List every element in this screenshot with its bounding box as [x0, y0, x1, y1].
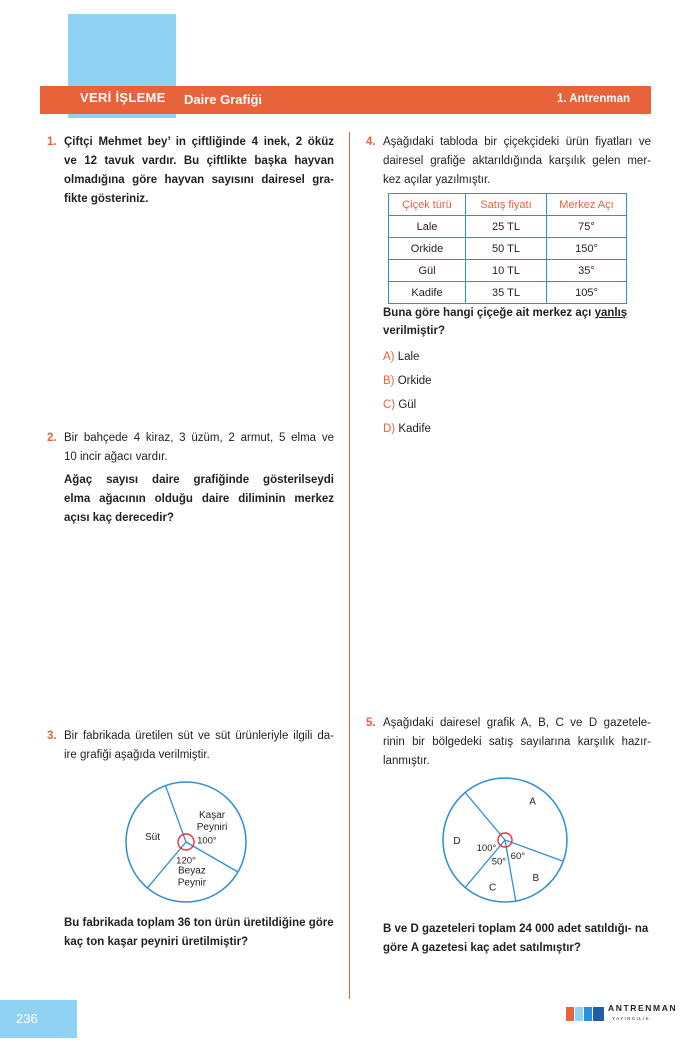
question-number: 4.	[366, 136, 376, 148]
table-header-cell: Satış fiyatı	[466, 194, 547, 216]
option-letter: D)	[383, 423, 396, 435]
option-a[interactable]	[383, 351, 419, 363]
question-text-line: Bir bahçede 4 kiraz, 3 üzüm, 2 armut, 5 elma ve	[64, 432, 334, 444]
question-ask-line: Ağaç sayısı daire grafiğinde gösterilseydi	[64, 474, 334, 486]
center-angle-label: 60°	[510, 850, 526, 862]
question-text-line: ve 12 tavuk vardır. Bu çiftlikte başka hayvan	[64, 155, 334, 167]
header-lesson-label: 1. Antrenman	[556, 93, 630, 105]
option-letter: B)	[383, 375, 395, 387]
question-text-line: kez açılar yazılmıştır.	[383, 174, 491, 186]
table-cell: 10 TL	[466, 260, 547, 282]
table-cell: Orkide	[389, 238, 466, 260]
table-row	[389, 282, 627, 304]
option-letter: A)	[383, 351, 395, 363]
question-text-line: olmadığına göre hayvan sayısını dairesel gra-	[64, 174, 334, 186]
question-text-line: lanmıştır.	[383, 755, 430, 767]
question-number: 2.	[47, 432, 57, 444]
table-cell: 75°	[547, 216, 627, 238]
option-d[interactable]	[383, 423, 431, 435]
column-divider	[349, 132, 350, 999]
price-table	[388, 193, 627, 304]
q4-ask	[383, 304, 651, 340]
pie-slice-label: C	[488, 882, 497, 894]
table-cell: 35°	[547, 260, 627, 282]
question-ask-text: verilmiştir?	[383, 325, 445, 337]
question-ask-text: Buna göre hangi çiçeğe ait merkez açı	[383, 307, 595, 319]
pie-slice-boundary	[165, 786, 186, 842]
question-ask-line: B ve D gazeteleri toplam 24 000 adet satıldığı-	[383, 923, 632, 935]
table-cell: 50 TL	[466, 238, 547, 260]
q3-pie-chart	[120, 780, 252, 904]
pie-slice-label: Kaşar Peyniri	[196, 810, 228, 834]
question-5	[366, 714, 651, 771]
question-text-line: Aşağıdaki tabloda bir çiçekçideki ürün fiyatları ve	[383, 136, 651, 148]
option-b[interactable]	[383, 375, 432, 387]
center-angle-label: 50°	[491, 856, 507, 868]
table-header-cell: Çiçek türü	[389, 194, 466, 216]
pie-slice-label: B	[532, 872, 540, 884]
question-text-line: dairesel grafiğe aktarıldığında karşılık gelen mer-	[383, 155, 651, 167]
pie-slice-label: Süt	[145, 832, 161, 844]
question-ask-line: göre kaç ton kaşar peyniri üretilmiştir?	[64, 917, 334, 948]
question-3	[47, 727, 334, 765]
page-number-tab	[0, 1000, 77, 1038]
question-text-line: Aşağıdaki dairesel grafik A, B, C ve D gazetele-	[383, 717, 651, 729]
question-ask-line: Bu fabrikada toplam 36 ton ürün üretildiğine	[64, 917, 306, 929]
option-text: Lale	[397, 351, 420, 363]
center-angle-label: 120°	[176, 855, 196, 867]
logo-block	[593, 1007, 604, 1021]
question-text-line: ire grafiği aşağıda verilmiştir.	[64, 749, 210, 761]
table-row	[389, 260, 627, 282]
table-cell: Gül	[389, 260, 466, 282]
question-text-line: 10 incir ağacı vardır.	[64, 451, 168, 463]
question-ask-line: elma ağacının olduğu daire diliminin merkez	[64, 493, 334, 505]
question-text-line: Bir fabrikada üretilen süt ve süt ürünleriyle ilgili da-	[64, 730, 334, 742]
table-cell: Kadife	[389, 282, 466, 304]
table-header-cell: Merkez Açı	[547, 194, 627, 216]
question-text-line: Çiftçi Mehmet bey’ in çiftliğinde 4 inek, 2 öküz	[64, 136, 334, 148]
question-ask-line: na göre A gazetesi kaç adet satılmıştır?	[383, 923, 649, 954]
header-section-title: VERİ İŞLEME	[80, 90, 166, 105]
question-1	[47, 133, 334, 209]
center-angle-label: 100°	[476, 842, 497, 854]
q5-ask	[383, 920, 651, 958]
table-cell: 25 TL	[466, 216, 547, 238]
page-number: 236	[16, 1011, 38, 1026]
logo-block	[584, 1007, 592, 1021]
question-number: 1.	[47, 136, 57, 148]
table-cell: Lale	[389, 216, 466, 238]
question-text-line: rinin bir bölgedeki satış sayılarına karşılık hazır-	[383, 736, 651, 748]
table-cell: 150°	[547, 238, 627, 260]
logo-block	[566, 1007, 574, 1021]
option-text: Gül	[398, 399, 417, 411]
pie-slice-label: D	[453, 836, 461, 847]
pie-slice-label: A	[529, 796, 536, 808]
question-number: 3.	[47, 730, 57, 742]
q3-ask	[64, 914, 334, 952]
header-topic-title: Daire Grafiği	[184, 92, 263, 107]
question-2	[47, 429, 334, 528]
publisher-logo-subtext: YAYINCILIK	[612, 1016, 651, 1021]
table-header-row	[389, 194, 627, 216]
table-cell: 35 TL	[466, 282, 547, 304]
question-text-line: fikte gösteriniz.	[64, 193, 149, 205]
center-angle-label: 100°	[197, 835, 217, 847]
table-cell: 105°	[547, 282, 627, 304]
pie-slice-boundary	[505, 840, 516, 901]
pie-slice-boundary	[465, 793, 505, 840]
underlined-keyword: yanlış	[594, 307, 628, 319]
publisher-logo-text: ANTRENMAN	[608, 1003, 678, 1013]
pie-slice-label: Beyaz Peynir	[177, 865, 207, 889]
question-4	[366, 133, 651, 190]
table-row	[389, 216, 627, 238]
option-c[interactable]	[383, 399, 416, 411]
option-text: Orkide	[397, 375, 432, 387]
question-ask-line: açısı kaç derecedir?	[64, 512, 174, 524]
question-number: 5.	[366, 717, 376, 729]
option-letter: C)	[383, 399, 396, 411]
q5-pie-chart	[437, 776, 573, 904]
table-row	[389, 238, 627, 260]
logo-block	[575, 1007, 583, 1021]
option-text: Kadife	[398, 423, 431, 435]
